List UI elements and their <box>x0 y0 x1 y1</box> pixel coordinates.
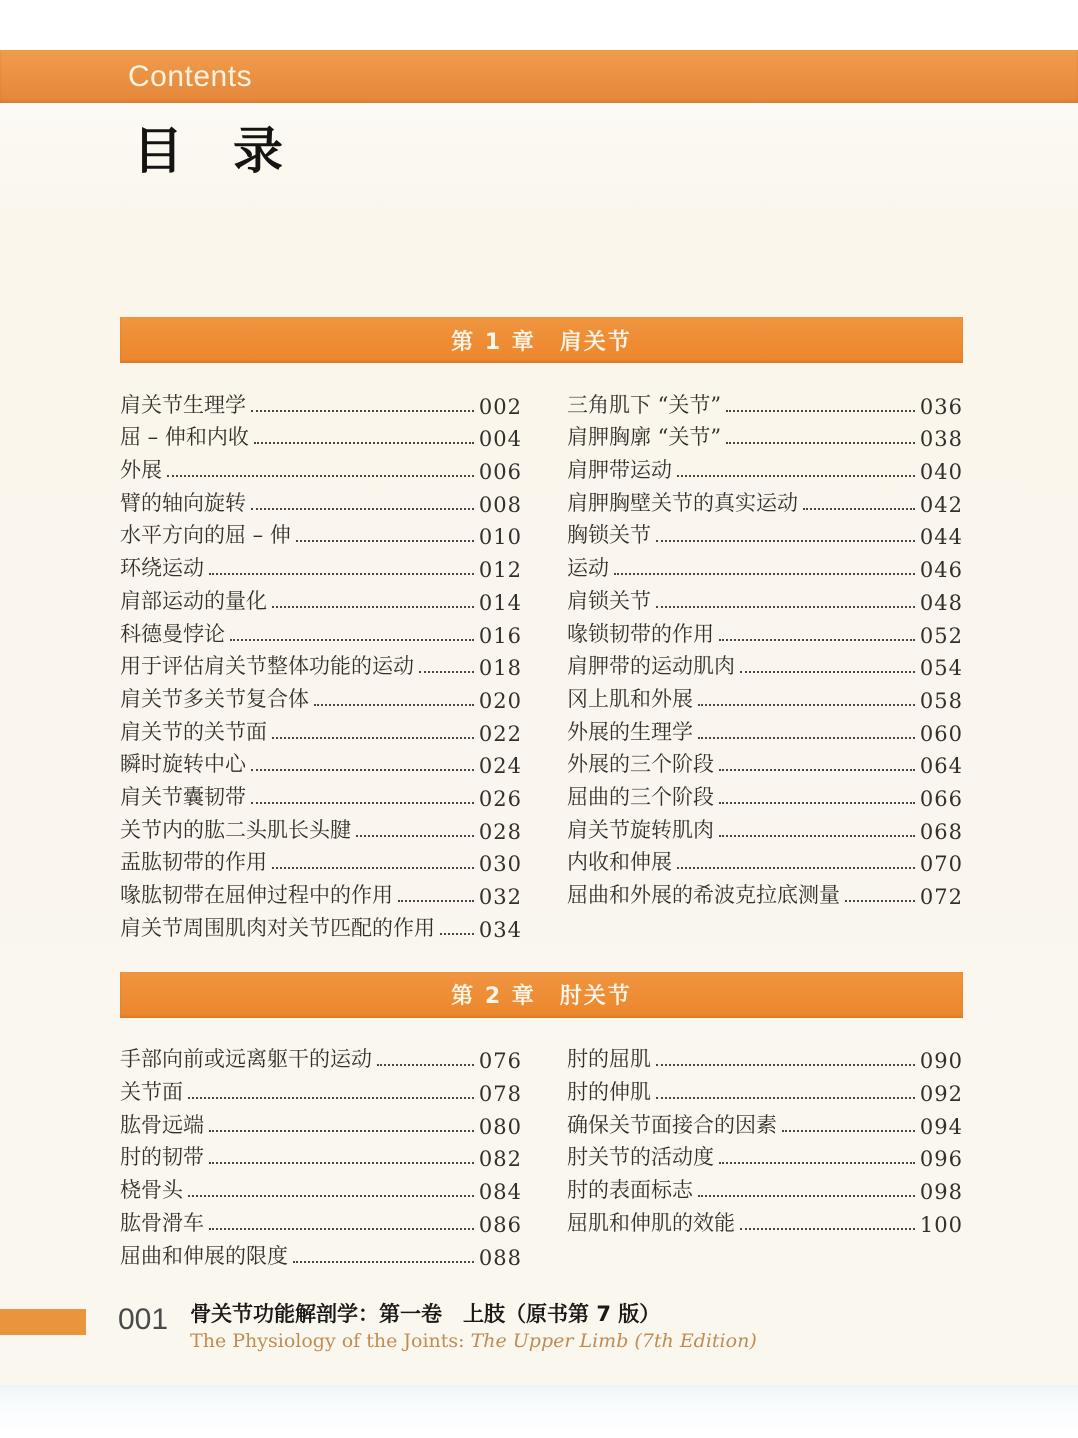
footer-wrapper <box>0 1300 1078 1355</box>
toc-entry <box>567 651 963 684</box>
toc-entry-title: 肩关节周围肌肉对关节匹配的作用 <box>120 915 435 940</box>
chapter-heading: 第 1 章 肩关节 <box>451 329 632 355</box>
toc-entry-page-number: 008 <box>478 492 522 517</box>
toc-entry-page-number: 020 <box>478 688 522 713</box>
toc-entry <box>567 520 963 553</box>
toc-entry-title: 外展的三个阶段 <box>567 752 714 777</box>
chapter-section <box>120 317 963 945</box>
toc-entry-title: 手部向前或远离躯干的运动 <box>120 1047 372 1072</box>
toc-entry <box>120 1044 522 1077</box>
dotted-leader <box>440 933 474 935</box>
toc-entry-title: 用于评估肩关节整体功能的运动 <box>120 654 414 679</box>
toc-entry-page-number: 066 <box>919 786 963 811</box>
toc-entry-title: 科德曼悖论 <box>120 621 225 646</box>
toc-entry-page-number: 092 <box>919 1082 963 1107</box>
toc-entry-page-number: 070 <box>919 852 963 877</box>
toc-entry-page-number: 054 <box>919 656 963 681</box>
toc-entry-title: 三角肌下 “关节” <box>567 392 722 417</box>
footer-orange-tab <box>0 1309 86 1335</box>
toc-entry-page-number: 006 <box>478 460 522 485</box>
dotted-leader <box>356 835 474 837</box>
toc-entry <box>567 749 963 782</box>
dotted-leader <box>251 410 474 412</box>
toc-entry-page-number: 010 <box>478 525 522 550</box>
dotted-leader <box>656 606 915 608</box>
toc-entry-title: 关节面 <box>120 1080 183 1105</box>
toc-entry-page-number: 016 <box>478 623 522 648</box>
toc-entry <box>120 1142 522 1175</box>
toc-entry-page-number: 026 <box>478 786 522 811</box>
toc-entry-title: 肘关节的活动度 <box>567 1145 714 1170</box>
toc-entry-title: 瞬时旋转中心 <box>120 752 246 777</box>
toc-entry <box>567 1109 963 1142</box>
toc-entry <box>567 552 963 585</box>
toc-entry <box>120 618 522 651</box>
toc-entry <box>120 389 522 422</box>
toc-entry-page-number: 064 <box>919 754 963 779</box>
toc-entry-page-number: 094 <box>919 1114 963 1139</box>
dotted-leader <box>677 475 915 477</box>
toc-entry-title: 肩胛带的运动肌肉 <box>567 654 735 679</box>
toc-entry-page-number: 082 <box>478 1147 522 1172</box>
toc-entry-page-number: 058 <box>919 688 963 713</box>
dotted-leader <box>698 1195 915 1197</box>
toc-entry-title: 胸锁关节 <box>567 523 651 548</box>
toc-entry-title: 肩关节生理学 <box>120 392 246 417</box>
toc-entry-page-number: 044 <box>919 525 963 550</box>
dotted-leader <box>251 769 474 771</box>
dotted-leader <box>272 867 474 869</box>
toc-entry-title: 桡骨头 <box>120 1178 183 1203</box>
book-title-en <box>190 1328 757 1355</box>
toc-entry <box>567 1207 963 1240</box>
toc-entry <box>120 585 522 618</box>
dotted-leader <box>719 802 915 804</box>
dotted-leader <box>230 639 474 641</box>
toc-entry-title: 肩部运动的量化 <box>120 588 267 613</box>
dotted-leader <box>167 475 474 477</box>
toc-entry-title: 运动 <box>567 556 609 581</box>
toc-entry <box>567 683 963 716</box>
toc-entry-title: 确保关节面接合的因素 <box>567 1112 777 1137</box>
contents-header-bar <box>0 50 1078 103</box>
toc-entry <box>120 1207 522 1240</box>
footer-book-titles <box>190 1300 757 1355</box>
toc-entry-page-number: 100 <box>919 1212 963 1237</box>
toc-entry <box>567 1044 963 1077</box>
toc-entry-title: 肩关节旋转肌肉 <box>567 817 714 842</box>
toc-entry-title: 肩关节囊韧带 <box>120 784 246 809</box>
contents-label: Contents <box>128 59 253 93</box>
book-title-en-prefix: The Physiology of the Joints: <box>190 1329 471 1352</box>
toc-entry-title: 肱骨远端 <box>120 1112 204 1137</box>
toc-column-left <box>120 1044 522 1273</box>
toc-entry-title: 屈曲和外展的希波克拉底测量 <box>567 883 840 907</box>
chapter-heading-bar <box>120 317 963 363</box>
toc-entry <box>120 651 522 684</box>
toc-entry-title: 盂肱韧带的作用 <box>120 850 267 875</box>
toc-entry-title: 肱骨滑车 <box>120 1210 204 1235</box>
toc-columns <box>120 389 963 945</box>
toc-entry-page-number: 032 <box>478 885 522 909</box>
toc-entry-title: 肩胛胸廓 “关节” <box>567 425 722 450</box>
toc-entry-page-number: 004 <box>478 427 522 452</box>
toc-entry <box>120 1240 522 1273</box>
dotted-leader <box>209 1228 474 1230</box>
folio-page-number: 001 <box>118 1302 169 1336</box>
toc-entry-title: 肘的韧带 <box>120 1145 204 1170</box>
toc-entry-title: 外展 <box>120 458 162 483</box>
toc-entry-page-number: 014 <box>478 590 522 615</box>
toc-entry <box>120 879 522 912</box>
toc-entry-page-number: 036 <box>919 394 963 419</box>
toc-entry-title: 喙肱韧带在屈伸过程中的作用 <box>120 883 393 907</box>
toc-entry-title: 关节内的肱二头肌长头腱 <box>120 817 351 842</box>
toc-entry-title: 冈上肌和外展 <box>567 686 693 711</box>
dotted-leader <box>740 671 915 673</box>
toc-entry-title: 屈 – 伸和内收 <box>120 425 249 450</box>
toc-entry-page-number: 060 <box>919 721 963 746</box>
dotted-leader <box>251 802 474 804</box>
page-footer <box>0 1300 1078 1355</box>
toc-entry-title: 屈曲和伸展的限度 <box>120 1243 288 1268</box>
dotted-leader <box>209 1162 474 1164</box>
dotted-leader <box>209 573 474 575</box>
toc-entry-page-number: 088 <box>478 1245 522 1270</box>
toc-entry-page-number: 022 <box>478 721 522 746</box>
toc-entry <box>567 879 963 912</box>
dotted-leader <box>677 867 915 869</box>
toc-entry <box>120 814 522 847</box>
toc-entry-title: 肘的表面标志 <box>567 1178 693 1203</box>
dotted-leader <box>719 639 915 641</box>
toc-entry-page-number: 086 <box>478 1212 522 1237</box>
dotted-leader <box>719 835 915 837</box>
toc-entry-title: 肘的伸肌 <box>567 1080 651 1105</box>
dotted-leader <box>188 1195 474 1197</box>
toc-entry-title: 肩胛带运动 <box>567 458 672 483</box>
toc-entry-page-number: 028 <box>478 819 522 844</box>
toc-entry <box>567 814 963 847</box>
toc-entry <box>120 716 522 749</box>
toc-entry-page-number: 078 <box>478 1082 522 1107</box>
dotted-leader <box>188 1097 474 1099</box>
chapter-heading-bar <box>120 972 963 1018</box>
toc-entry-page-number: 042 <box>919 492 963 517</box>
toc-entry <box>567 716 963 749</box>
toc-entry-title: 水平方向的屈 – 伸 <box>120 523 291 548</box>
dotted-leader <box>314 704 474 706</box>
toc-entry-title: 屈曲的三个阶段 <box>567 784 714 809</box>
toc-entry <box>120 912 522 945</box>
dotted-leader <box>296 540 474 542</box>
dotted-leader <box>419 671 474 673</box>
dotted-leader <box>782 1130 915 1132</box>
top-white-margin <box>0 0 1078 50</box>
dotted-leader <box>719 769 915 771</box>
toc-entry <box>567 1142 963 1175</box>
chapter-section <box>120 972 963 1273</box>
dotted-leader <box>719 1162 915 1164</box>
toc-entry-page-number: 084 <box>478 1180 522 1205</box>
toc-entry <box>120 422 522 455</box>
dotted-leader <box>656 1097 915 1099</box>
toc-entry-page-number: 034 <box>478 917 522 942</box>
dotted-leader <box>614 573 915 575</box>
dotted-leader <box>656 1064 915 1066</box>
toc-entry-page-number: 052 <box>919 623 963 648</box>
toc-entry <box>120 520 522 553</box>
dotted-leader <box>209 1130 474 1132</box>
toc-entry <box>120 552 522 585</box>
toc-entry <box>567 422 963 455</box>
toc-entry <box>567 1076 963 1109</box>
toc-entry-title: 外展的生理学 <box>567 719 693 744</box>
toc-entry-page-number: 076 <box>478 1049 522 1074</box>
toc-entry-title: 环绕运动 <box>120 556 204 581</box>
toc-entry <box>120 683 522 716</box>
dotted-leader <box>251 508 474 510</box>
toc-entry-page-number: 018 <box>478 656 522 681</box>
toc-entry <box>567 487 963 520</box>
toc-entry-page-number: 030 <box>478 852 522 877</box>
dotted-leader <box>272 606 474 608</box>
page-title: 目 录 <box>133 121 283 180</box>
toc-entry-page-number: 012 <box>478 558 522 583</box>
dotted-leader <box>656 540 915 542</box>
toc-entry-page-number: 048 <box>919 590 963 615</box>
toc-column-right <box>567 389 963 945</box>
toc-entry-page-number: 040 <box>919 460 963 485</box>
dotted-leader <box>698 704 915 706</box>
toc-entry-page-number: 072 <box>919 885 963 909</box>
toc-entry <box>120 749 522 782</box>
toc-entry <box>120 781 522 814</box>
toc-entry-title: 臂的轴向旋转 <box>120 490 246 515</box>
toc-entry-title: 内收和伸展 <box>567 850 672 875</box>
toc-entry <box>120 1174 522 1207</box>
toc-entry <box>567 847 963 880</box>
toc-entry-title: 肩关节的关节面 <box>120 719 267 744</box>
toc-entry-page-number: 096 <box>919 1147 963 1172</box>
toc-entry-page-number: 002 <box>478 394 522 419</box>
toc-entry <box>567 389 963 422</box>
toc-entry <box>120 847 522 880</box>
toc-entry-page-number: 090 <box>919 1049 963 1074</box>
dotted-leader <box>377 1064 474 1066</box>
toc-columns <box>120 1044 963 1273</box>
toc-entry <box>567 618 963 651</box>
toc-entry-page-number: 098 <box>919 1180 963 1205</box>
dotted-leader <box>293 1261 474 1263</box>
toc-entry <box>120 1076 522 1109</box>
toc-entry-title: 肩关节多关节复合体 <box>120 686 309 711</box>
toc-sheet <box>0 103 1078 1385</box>
dotted-leader <box>698 737 915 739</box>
toc-entry <box>567 585 963 618</box>
toc-entry <box>120 454 522 487</box>
chapter-heading: 第 2 章 肘关节 <box>451 984 632 1010</box>
dotted-leader <box>398 900 474 902</box>
toc-entry <box>567 1174 963 1207</box>
toc-entry-title: 肩锁关节 <box>567 588 651 613</box>
toc-entry <box>567 454 963 487</box>
toc-entry <box>120 487 522 520</box>
toc-column-right <box>567 1044 963 1273</box>
toc-column-left <box>120 389 522 945</box>
toc-entry-title: 肩胛胸壁关节的真实运动 <box>567 490 798 515</box>
dotted-leader <box>803 508 915 510</box>
dotted-leader <box>740 1228 915 1230</box>
toc-entry-page-number: 046 <box>919 558 963 583</box>
toc-entry-page-number: 068 <box>919 819 963 844</box>
bottom-page-edge <box>0 1385 1078 1438</box>
dotted-leader <box>726 410 915 412</box>
chapters <box>120 317 963 1273</box>
toc-entry-page-number: 024 <box>478 754 522 779</box>
toc-entry-title: 喙锁韧带的作用 <box>567 621 714 646</box>
dotted-leader <box>254 442 474 444</box>
toc-entry <box>120 1109 522 1142</box>
book-title-zh: 骨关节功能解剖学：第一卷 上肢（原书第 7 版） <box>190 1301 661 1326</box>
toc-entry-title: 肘的屈肌 <box>567 1047 651 1072</box>
dotted-leader <box>272 737 474 739</box>
toc-entry-page-number: 038 <box>919 427 963 452</box>
toc-entry <box>567 781 963 814</box>
dotted-leader <box>726 442 915 444</box>
book-title-en-italic: The Upper Limb (7th Edition) <box>470 1329 757 1352</box>
dotted-leader <box>845 900 915 902</box>
toc-entry-page-number: 080 <box>478 1114 522 1139</box>
toc-entry-title: 屈肌和伸肌的效能 <box>567 1210 735 1235</box>
